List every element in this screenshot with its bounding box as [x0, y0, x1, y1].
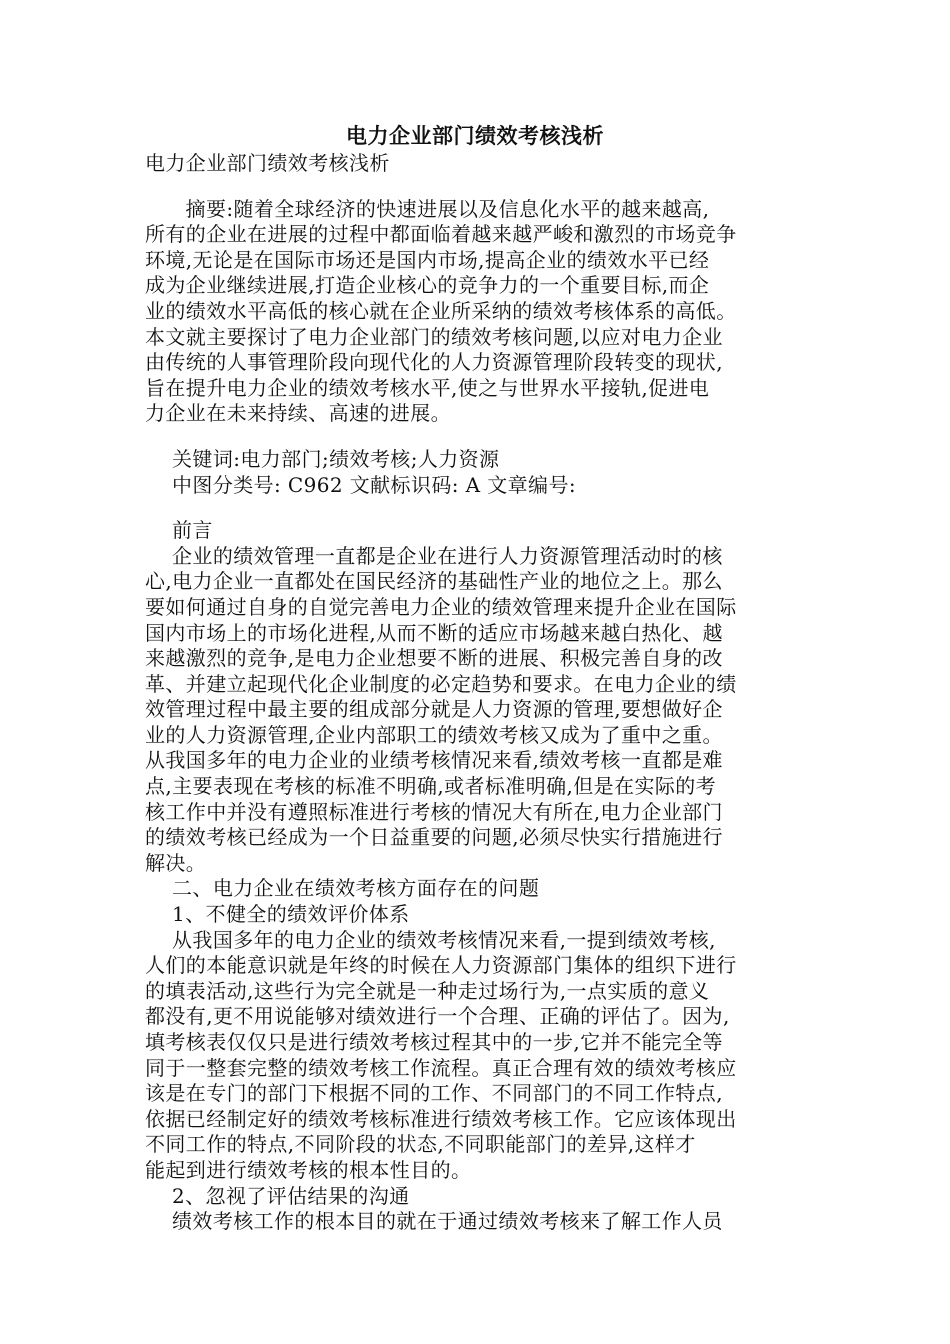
blank-line: [145, 177, 805, 197]
text-line: 的填表活动,这些行为完全就是一种走过场行为,一点实质的意义: [145, 978, 710, 1003]
document-title: 电力企业部门绩效考核浅析: [346, 124, 604, 148]
text-line: 业的绩效水平高低的核心就在企业所采纳的绩效考核体系的高低。: [145, 298, 737, 323]
text-line: 二、电力企业在绩效考核方面存在的问题: [145, 876, 540, 901]
text-line: 填考核表仅仅只是进行绩效考核过程其中的一步,它并不能完全等: [145, 1030, 723, 1054]
text-line: 力企业在未来持续、高速的进展。: [145, 401, 451, 426]
text-line: 人们的本能意识就是年终的时候在人力资源部门集体的组织下进行: [145, 953, 737, 978]
text-line: 2、忽视了评估结果的沟通: [145, 1183, 410, 1208]
text-line: 核工作中并没有遵照标准进行考核的情况大有所在,电力企业部门: [145, 799, 723, 824]
text-line: 企业的绩效管理一直都是企业在进行人力资源管理活动时的核: [145, 543, 723, 568]
text-line: 不同工作的特点,不同阶段的状态,不同职能部门的差异,这样才: [145, 1132, 696, 1157]
text-line: 同于一整套完整的绩效考核工作流程。真正合理有效的绩效考核应: [145, 1055, 737, 1080]
text-line: 从我国多年的电力企业的业绩考核情况来看,绩效考核一直都是难: [145, 748, 723, 773]
text-line: 电力企业部门绩效考核浅析: [145, 151, 390, 175]
text-line: 国内市场上的市场化进程,从而不断的适应市场越来越白热化、越: [145, 620, 723, 645]
text-line: 所有的企业在进展的过程中都面临着越来越严峻和激烈的市场竞争: [145, 222, 737, 247]
text-line: 心,电力企业一直都处在国民经济的基础性产业的地位之上。那么: [145, 569, 723, 594]
text-line: 依据已经制定好的绩效考核标准进行绩效考核工作。它应该体现出: [145, 1106, 737, 1131]
text-line: 解决。: [145, 850, 207, 875]
text-line: 革、并建立起现代化企业制度的必定趋势和要求。在电力企业的绩: [145, 671, 737, 696]
blank-line: [145, 498, 805, 518]
text-line: 摘要:随着全球经济的快速进展以及信息化水平的越来越高,: [145, 196, 710, 221]
text-line: 都没有,更不用说能够对绩效进行一个合理、正确的评估了。因为,: [145, 1004, 730, 1029]
text-line: 能起到进行绩效考核的根本性目的。: [145, 1157, 472, 1182]
text-line: 关键词:电力部门;绩效考核;人力资源: [145, 446, 500, 471]
text-line: 本文就主要探讨了电力企业部门的绩效考核问题,以应对电力企业: [145, 324, 723, 349]
text-line: 来越激烈的竞争,是电力企业想要不断的进展、积极完善自身的改: [145, 646, 723, 671]
text-line: 由传统的人事管理阶段向现代化的人力资源管理阶段转变的现状,: [145, 350, 723, 375]
text-line: 该是在专门的部门下根据不同的工作、不同部门的不同工作特点,: [145, 1081, 723, 1106]
blank-line: [145, 427, 805, 447]
document-body: [145, 151, 805, 1235]
text-line: 旨在提升电力企业的绩效考核水平,使之与世界水平接轨,促进电: [145, 375, 710, 400]
text-line: 中图分类号: C962 文献标识码: A 文章编号:: [145, 472, 576, 497]
text-line: 环境,无论是在国际市场还是国内市场,提高企业的绩效水平已经: [145, 247, 710, 272]
text-line: 点,主要表现在考核的标准不明确,或者标准明确,但是在实际的考: [145, 774, 717, 799]
text-line: 1、不健全的绩效评价体系: [145, 902, 410, 927]
text-line: 效管理过程中最主要的组成部分就是人力资源的管理,要想做好企: [145, 697, 723, 722]
text-line: 要如何通过自身的自觉完善电力企业的绩效管理来提升企业在国际: [145, 594, 737, 619]
text-line: 从我国多年的电力企业的绩效考核情况来看,一提到绩效考核,: [145, 927, 716, 952]
text-line: 绩效考核工作的根本目的就在于通过绩效考核来了解工作人员: [145, 1209, 723, 1234]
text-line: 前言: [145, 518, 213, 543]
text-line: 的绩效考核已经成为一个日益重要的问题,必须尽快实行措施进行: [145, 825, 723, 850]
text-line: 业的人力资源管理,企业内部职工的绩效考核又成为了重中之重。: [145, 722, 723, 747]
text-line: 成为企业继续进展,打造企业核心的竞争力的一个重要目标,而企: [145, 273, 710, 298]
